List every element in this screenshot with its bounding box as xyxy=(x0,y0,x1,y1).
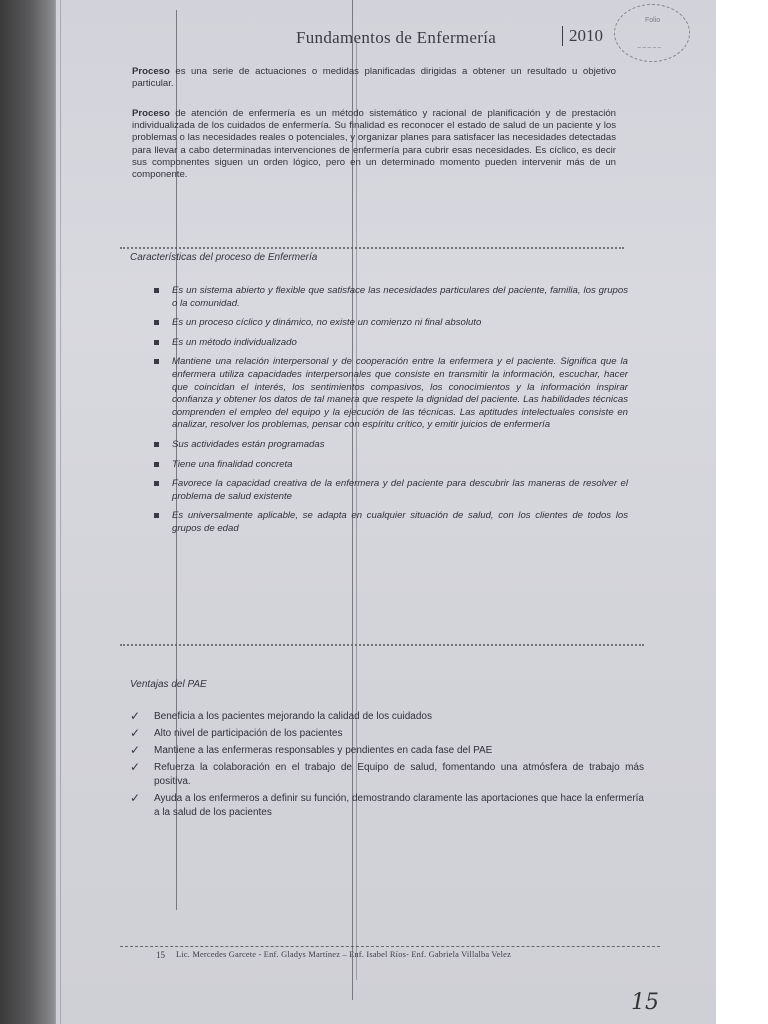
square-bullet-icon xyxy=(154,462,159,467)
list-item: Es un proceso cíclico y dinámico, no existe un comienzo ni final absoluto xyxy=(148,317,628,330)
scan-artifact-line xyxy=(60,0,61,1024)
square-bullet-icon xyxy=(154,481,159,486)
list-item: ✓ Ayuda a los enfermeros a definir su función, demostrando claramente las aportaciones que hace la enfermería a la salud de los pacientes xyxy=(130,791,644,818)
handwritten-page-number: 15 xyxy=(631,990,659,1015)
list-item: Es un sistema abierto y flexible que satisface las necesidades particulares del paciente, familia, los grupos o la comunidad. xyxy=(148,285,628,310)
header-year: 2010 xyxy=(562,26,603,46)
check-icon: ✓ xyxy=(130,791,141,805)
definition-text: es una serie de actuaciones o medidas planificadas dirigidas a obtener un resultado u objetivo particular. xyxy=(132,66,616,90)
square-bullet-icon xyxy=(154,320,159,325)
footer-page-number: 15 xyxy=(156,950,165,960)
advantages-list xyxy=(128,710,644,823)
folio-stamp: Folio ~~~~~ xyxy=(614,4,690,62)
list-item: ✓ Beneficia a los pacientes mejorando la calidad de los cuidados xyxy=(130,709,432,723)
definition-nursing-process xyxy=(132,108,616,181)
header-title: Fundamentos de Enfermería xyxy=(296,28,497,47)
characteristics-list xyxy=(148,285,628,543)
characteristics-title: Características del proceso de Enfermería xyxy=(130,252,318,263)
list-item: Mantiene una relación interpersonal y de cooperación entre la enfermera y el paciente. Significa que la enfermera utiliza capacidades interpersonales que consiste en transmitir la información, escuchar, hacer que coincidan el interés, los sentimientos compasivos, los conocimientos y la información inspirar confianza y obtener los datos de tal manera que respete la dignidad del paciente. Las habilidades técnicas comprenden el empleo del equipo y la ejecución de las técnicas. Las aptitudes intelectuales consiste en analizar, resolver los problemas, pensar con espíritu crítico, y emitir juicios de enfermería xyxy=(148,356,628,432)
definition-process xyxy=(132,66,616,90)
stamp-label: Folio xyxy=(645,17,661,24)
footer-divider xyxy=(120,946,660,947)
list-item: ✓ Alto nivel de participación de los pacientes xyxy=(130,726,343,740)
check-icon: ✓ xyxy=(130,709,141,723)
check-icon: ✓ xyxy=(130,726,141,740)
square-bullet-icon xyxy=(154,340,159,345)
definition-lead: Proceso xyxy=(132,66,170,77)
square-bullet-icon xyxy=(154,359,159,364)
list-item: ✓ Mantiene a las enfermeras responsables y pendientes en cada fase del PAE xyxy=(130,743,493,757)
list-item: ✓ Refuerza la colaboración en el trabajo de Equipo de salud, fomentando una atmósfera de trabajo más positiva. xyxy=(130,760,644,787)
check-icon: ✓ xyxy=(130,743,141,757)
footer-authors: Lic. Mercedes Garcete - Enf. Gladys Martínez – Enf. Isabel Ríos- Enf. Gabriela Villalba Velez xyxy=(176,950,511,959)
list-item: Favorece la capacidad creativa de la enfermera y del paciente para descubrir las maneras de resolver el problema de salud existente xyxy=(148,478,628,503)
advantages-title: Ventajas del PAE xyxy=(130,679,207,690)
square-bullet-icon xyxy=(154,442,159,447)
square-bullet-icon xyxy=(154,288,159,293)
list-item: Es un método individualizado xyxy=(148,337,628,350)
list-item: Sus actividades están programadas xyxy=(148,439,628,452)
definition-lead: Proceso xyxy=(132,108,170,119)
definition-text: de atención de enfermería es un método sistemático y racional de planificación y de prestación individualizada de los cuidados de enfermería. Su finalidad es reconocer el estado de salud de un paciente y los problemas o las necesidades reales o potenciales, y organizar planes para satisfacer las necesidades detectadas para llevar a cabo determinadas intervenciones de enfermería para cubrir esas necesidades. Es cíclico, es decir sus componentes siguen un orden lógico, pero en un determinado momento pueden intervenir más de un componente. xyxy=(132,108,616,181)
square-bullet-icon xyxy=(154,513,159,518)
section-divider xyxy=(120,644,644,646)
list-item: Es universalmente aplicable, se adapta en cualquier situación de salud, con los clientes de todos los grupos de edad xyxy=(148,510,628,535)
list-item: Tiene una finalidad concreta xyxy=(148,459,628,472)
section-divider xyxy=(120,247,624,249)
document-page xyxy=(56,0,716,1024)
check-icon: ✓ xyxy=(130,760,141,774)
